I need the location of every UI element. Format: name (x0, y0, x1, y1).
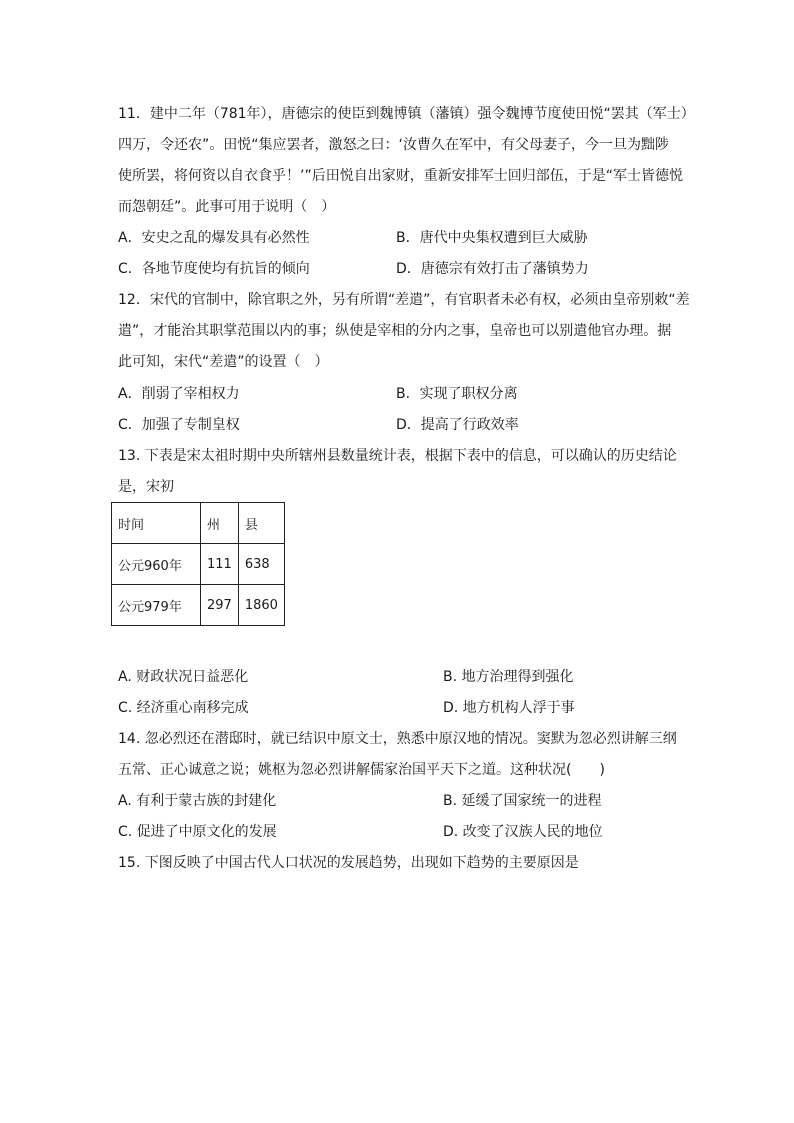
q13-statistics-table (111, 502, 285, 626)
q14-option-d: D. 改变了汉族人民的地位 (443, 824, 603, 840)
q13-option-d: D. 地方机构人浮于事 (443, 700, 575, 716)
q12-option-c: C．加强了专制皇权 (118, 417, 240, 433)
q12-option-b: B．实现了职权分离 (396, 386, 518, 402)
q14-option-a: A. 有利于蒙古族的封建化 (118, 793, 277, 809)
q12-stem-line-2: 遣”，才能治其职掌范围以内的事；纵使是宰相的分内之事，皇帝也可以别遣他官办理。据 (118, 323, 672, 339)
table-header-row (112, 503, 285, 544)
q11-option-c: C．各地节度使均有抗旨的倾向 (118, 261, 310, 277)
table-cell: 公元979年 (112, 585, 201, 626)
table-header-cell: 县 (238, 503, 284, 544)
q12-stem-line-3: 此可知，宋代“差遣”的设置（ ） (118, 354, 329, 370)
q14-option-c: C. 促进了中原文化的发展 (118, 824, 277, 840)
q13-option-c: C. 经济重心南移完成 (118, 700, 249, 716)
q11-stem-line-2: 四万，令还农”。田悦“集应罢者，激怒之曰：‘汝曹久在军中，有父母妻子，今一旦为黜陟 (118, 137, 669, 153)
table-cell: 111 (201, 544, 239, 585)
q14-stem-line-2: 五常、正心诚意之说；姚枢为忽必烈讲解儒家治国平天下之道。这种状况( ) (118, 762, 605, 778)
table-cell: 638 (238, 544, 284, 585)
q14-option-b: B. 延缓了国家统一的进程 (443, 793, 602, 809)
q11-option-a: A．安史之乱的爆发具有必然性 (118, 230, 310, 246)
table-row (112, 585, 285, 626)
q12-option-d: D．提高了行政效率 (396, 417, 519, 433)
q13-stem-line-1: 13. 下表是宋太祖时期中央所辖州县数量统计表，根据下表中的信息，可以确认的历史结论 (118, 448, 677, 464)
table-row (112, 544, 285, 585)
q15-stem-line-1: 15. 下图反映了中国古代人口状况的发展趋势，出现如下趋势的主要原因是 (118, 855, 579, 871)
q12-stem-line-1: 12．宋代的官制中，除官职之外，另有所谓“差遣”，有官职者未必有权，必须由皇帝别敕“差 (118, 292, 690, 308)
table-header-cell: 时间 (112, 503, 201, 544)
q11-stem-line-4: 而怨朝廷”。此事可用于说明（ ） (118, 199, 336, 215)
table-cell: 1860 (238, 585, 284, 626)
q13-option-a: A. 财政状况日益恶化 (118, 669, 249, 685)
table-cell: 297 (201, 585, 239, 626)
table-cell: 公元960年 (112, 544, 201, 585)
q11-stem-line-1: 11．建中二年（781年），唐德宗的使臣到魏博镇（藩镇）强令魏博节度使田悦“罢其（军士） (118, 106, 695, 122)
q11-stem-line-3: 使所罢，将何资以自衣食乎！’”后田悦自出家财，重新安排军士回归部伍，于是“军士皆德悦 (118, 168, 683, 184)
q14-stem-line-1: 14. 忽必烈还在潜邸时，就已结识中原文士，熟悉中原汉地的情况。窦默为忽必烈讲解三纲 (118, 731, 677, 747)
table-header-cell: 州 (201, 503, 239, 544)
q13-option-b: B. 地方治理得到强化 (443, 669, 574, 685)
q11-option-b: B．唐代中央集权遭到巨大威胁 (396, 230, 588, 246)
q12-option-a: A．削弱了宰相权力 (118, 386, 240, 402)
q13-stem-line-2: 是，宋初 (118, 479, 174, 495)
q11-option-d: D．唐德宗有效打击了藩镇势力 (396, 261, 589, 277)
